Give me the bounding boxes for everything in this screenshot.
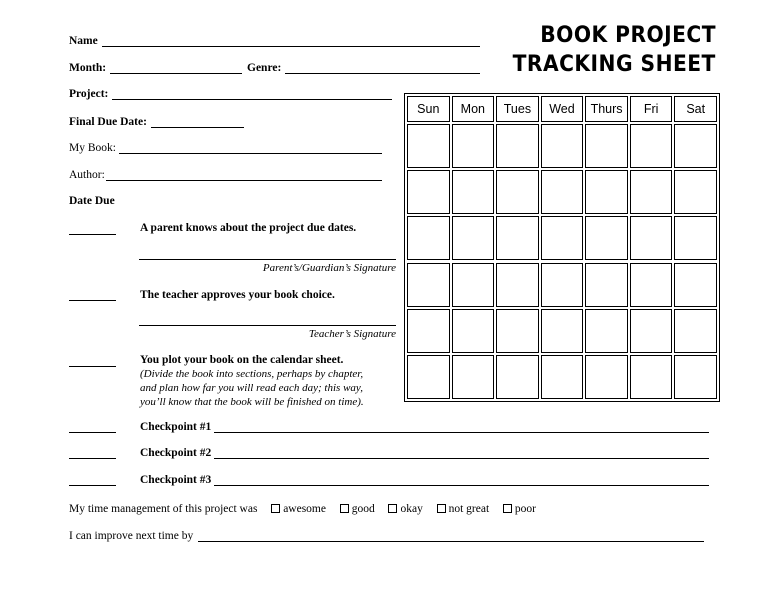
- checkpoint-3-field[interactable]: [214, 485, 709, 486]
- name-field[interactable]: [102, 46, 480, 47]
- calendar-cell[interactable]: [674, 263, 717, 307]
- poor-checkbox[interactable]: [503, 504, 512, 513]
- final-due-date-label: Final Due Date:: [69, 116, 147, 128]
- plot-note-line-2: and plan how far you will read each day; this way,: [140, 382, 363, 394]
- calendar-cell[interactable]: [496, 124, 539, 168]
- calendar-cell[interactable]: [496, 263, 539, 307]
- checkpoint-2-label: Checkpoint #2: [140, 447, 212, 459]
- name-label: Name: [69, 35, 98, 47]
- checkpoint-1-date-field[interactable]: [69, 432, 116, 433]
- calendar-cell[interactable]: [407, 124, 450, 168]
- calendar-cell[interactable]: [541, 170, 584, 214]
- calendar-cell[interactable]: [674, 170, 717, 214]
- calendar-cell[interactable]: [407, 355, 450, 399]
- author-label: Author:: [69, 169, 105, 181]
- day-header-sun: Sun: [407, 96, 450, 122]
- calendar-cell[interactable]: [407, 263, 450, 307]
- calendar-grid: [404, 93, 720, 402]
- good-checkbox[interactable]: [340, 504, 349, 513]
- calendar-cell[interactable]: [407, 309, 450, 353]
- calendar-cell[interactable]: [674, 124, 717, 168]
- calendar-cell[interactable]: [496, 355, 539, 399]
- calendar-cell[interactable]: [630, 216, 673, 260]
- time-management-row: [69, 503, 536, 515]
- project-field[interactable]: [112, 99, 392, 100]
- calendar-cell[interactable]: [407, 216, 450, 260]
- checkpoint-3-label: Checkpoint #3: [140, 474, 212, 486]
- parent-signature-field[interactable]: [139, 259, 396, 260]
- my-book-field[interactable]: [119, 153, 382, 154]
- good-option-label: good: [351, 503, 375, 515]
- calendar-cell[interactable]: [630, 124, 673, 168]
- parent-step-text: A parent knows about the project due dates.: [140, 222, 357, 234]
- improve-label: I can improve next time by: [69, 530, 194, 542]
- okay-checkbox[interactable]: [388, 504, 397, 513]
- calendar-cell[interactable]: [452, 263, 495, 307]
- title-line-2: TRACKING SHEET: [512, 52, 716, 77]
- calendar-cell[interactable]: [452, 216, 495, 260]
- calendar-cell[interactable]: [452, 309, 495, 353]
- calendar-cell[interactable]: [674, 216, 717, 260]
- month-field[interactable]: [110, 73, 242, 74]
- calendar-cell[interactable]: [585, 355, 628, 399]
- checkpoint-1-label: Checkpoint #1: [140, 421, 212, 433]
- calendar-cell[interactable]: [496, 170, 539, 214]
- teacher-date-field[interactable]: [69, 300, 116, 301]
- calendar-cell[interactable]: [585, 170, 628, 214]
- calendar-cell[interactable]: [407, 170, 450, 214]
- parent-signature-caption: Parent’s/Guardian’s Signature: [262, 262, 396, 274]
- plot-date-field[interactable]: [69, 366, 116, 367]
- calendar-cell[interactable]: [452, 170, 495, 214]
- poor-option-label: poor: [514, 503, 536, 515]
- day-header-sat: Sat: [674, 96, 717, 122]
- checkpoint-2-field[interactable]: [214, 458, 709, 459]
- calendar-cell[interactable]: [585, 216, 628, 260]
- calendar-cell[interactable]: [452, 355, 495, 399]
- calendar-cell[interactable]: [541, 355, 584, 399]
- project-label: Project:: [69, 88, 109, 100]
- awesome-checkbox[interactable]: [271, 504, 280, 513]
- checkpoint-3-date-field[interactable]: [69, 485, 116, 486]
- not-great-option-label: not great: [448, 503, 490, 515]
- calendar-cell[interactable]: [541, 309, 584, 353]
- improve-field[interactable]: [198, 541, 704, 542]
- day-header-mon: Mon: [452, 96, 495, 122]
- author-field[interactable]: [106, 180, 382, 181]
- day-header-thurs: Thurs: [585, 96, 628, 122]
- calendar-cell[interactable]: [630, 355, 673, 399]
- calendar-cell[interactable]: [585, 263, 628, 307]
- teacher-step-text: The teacher approves your book choice.: [140, 289, 335, 301]
- plot-note-line-1: (Divide the book into sections, perhaps by chapter,: [140, 368, 364, 380]
- calendar-cell[interactable]: [630, 263, 673, 307]
- day-header-fri: Fri: [630, 96, 673, 122]
- okay-option-label: okay: [400, 503, 423, 515]
- calendar-cell[interactable]: [630, 309, 673, 353]
- calendar-cell[interactable]: [630, 170, 673, 214]
- calendar-cell[interactable]: [452, 124, 495, 168]
- date-due-heading: Date Due: [69, 195, 115, 207]
- checkpoint-2-date-field[interactable]: [69, 458, 116, 459]
- calendar-cell[interactable]: [496, 216, 539, 260]
- day-header-wed: Wed: [541, 96, 584, 122]
- parent-date-field[interactable]: [69, 234, 116, 235]
- calendar-cell[interactable]: [585, 124, 628, 168]
- checkpoint-1-field[interactable]: [214, 432, 709, 433]
- calendar-cell[interactable]: [541, 124, 584, 168]
- month-label: Month:: [69, 62, 107, 74]
- title-line-1: BOOK PROJECT: [540, 23, 716, 48]
- calendar-cell[interactable]: [674, 355, 717, 399]
- calendar-cell[interactable]: [541, 263, 584, 307]
- teacher-signature-caption: Teacher’s Signature: [308, 328, 396, 340]
- plot-step-text: You plot your book on the calendar sheet.: [140, 354, 344, 366]
- calendar-cell[interactable]: [496, 309, 539, 353]
- not-great-checkbox[interactable]: [437, 504, 446, 513]
- final-due-date-field[interactable]: [151, 127, 244, 128]
- day-header-tues: Tues: [496, 96, 539, 122]
- calendar-cell[interactable]: [674, 309, 717, 353]
- calendar-cell[interactable]: [585, 309, 628, 353]
- genre-field[interactable]: [285, 73, 480, 74]
- plot-note-line-3: you’ll know that the book will be finished on time).: [140, 396, 364, 408]
- my-book-label: My Book:: [69, 142, 116, 154]
- teacher-signature-field[interactable]: [139, 325, 396, 326]
- calendar-cell[interactable]: [541, 216, 584, 260]
- time-management-prompt: My time management of this project was: [69, 503, 258, 515]
- genre-label: Genre:: [247, 62, 282, 74]
- awesome-option-label: awesome: [283, 503, 326, 515]
